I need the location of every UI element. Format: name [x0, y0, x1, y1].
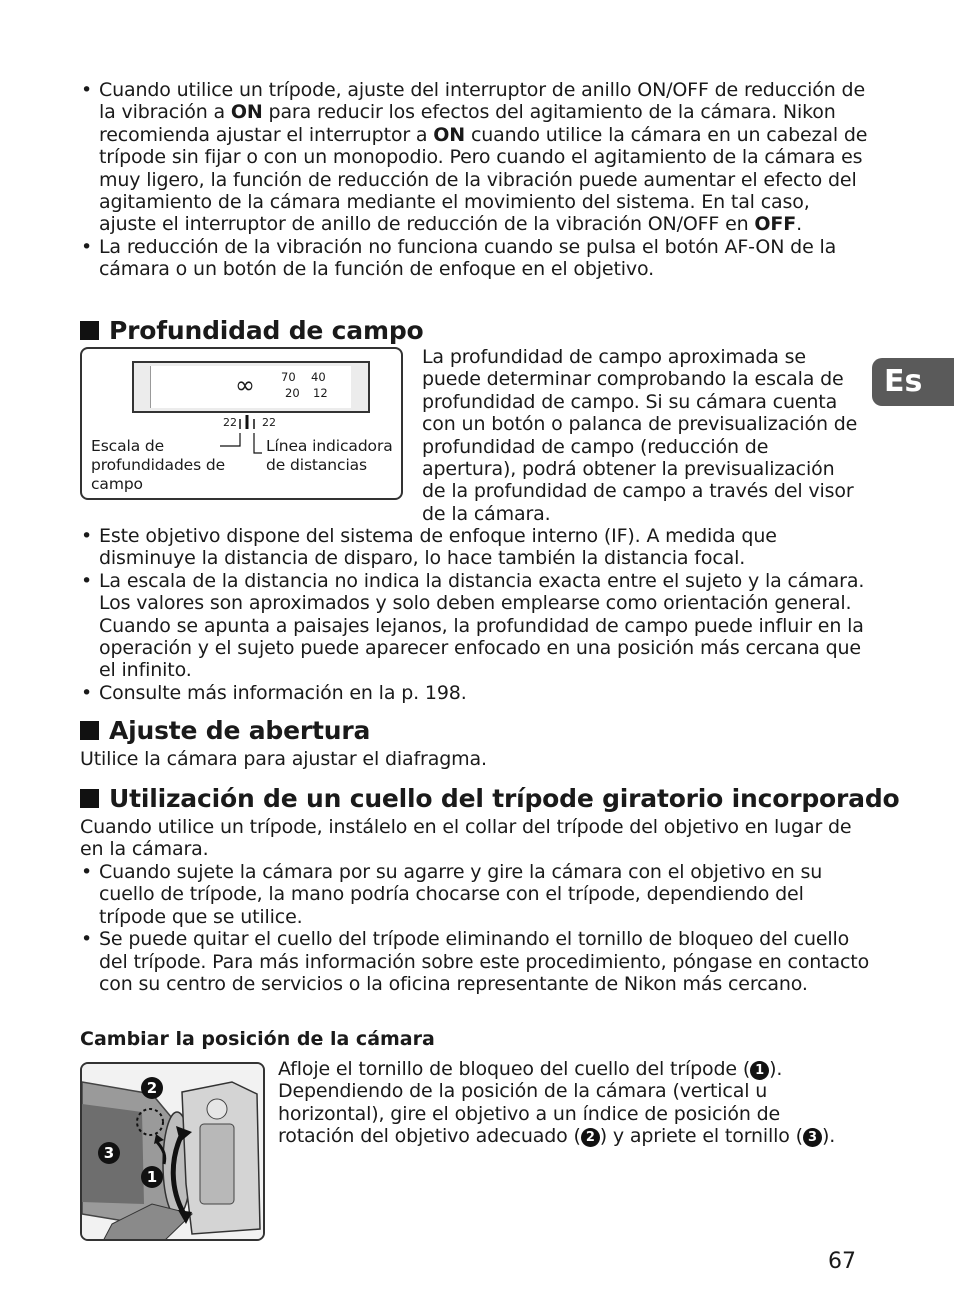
tripod-notes-list: [80, 861, 875, 995]
dof-scale-caption: Escala de profundidades de campo: [91, 437, 226, 493]
tripod-intro: Cuando utilice un trípode, instálelo en el collar del trípode del objetivo en lugar de en la cámara.: [80, 816, 852, 861]
list-item: • Cuando sujete la cámara por su agarre y gire la cámara con el objetivo en su cuello de trípode, la mano podría chocarse con el trípode, dependiendo del trípode que se utilice.: [80, 861, 875, 928]
list-item: • La escala de la distancia no indica la distancia exacta entre el sujeto y la cámara. Los valores son aproximados y solo deben emplearse como orientación general. Cuando se apunta a paisajes lejanos, la profundidad de campo puede influir en la operación y el sujeto puede aparecer enfocado en una posición más cercana que el infinito.: [80, 570, 870, 682]
camera-position-steps: Afloje el tornillo de bloqueo del cuello del trípode ( 1 ). Dependiendo de la posición de la cámara (vertical u horizontal), gire el objetivo a un índice de posición de rotación del objetivo adecuado ( 2 ) y apriete el tornillo ( 3 ).: [278, 1058, 836, 1148]
page-number: 67: [828, 1249, 856, 1274]
callout-3: 3: [98, 1142, 120, 1164]
callout-2: 2: [141, 1077, 163, 1099]
language-tab: Es: [872, 358, 954, 406]
step-1-icon: 1: [750, 1061, 769, 1080]
dof-scale-right-value: 22: [262, 416, 276, 429]
camera-position-subheading: Cambiar la posición de la cámara: [80, 1028, 435, 1050]
step-3-icon: 3: [803, 1128, 822, 1147]
heading-square-icon: [80, 321, 99, 340]
callout-1: 1: [141, 1166, 163, 1188]
list-item: • Consulte más información en la p. 198.: [80, 682, 870, 704]
heading-square-icon: [80, 789, 99, 808]
tripod-collar-illustration: [80, 1062, 265, 1241]
infinity-mark: ∞: [235, 371, 255, 399]
vr-note-tripod: • Cuando utilice un trípode, ajuste del interruptor de anillo ON/OFF de reducción de la vibración a ON para reducir los efectos del agitamiento de la cámara. Nikon recomienda ajustar el interruptor a ON cuando utilice la cámara en un cabezal de trípode sin fijar o con un monopodio. Pero cuando el agitamiento de la cámara es muy ligero, la función de reducción de la vibración puede aumentar el efecto del agitamiento de la cámara mediante el movimiento del sistema. En tal caso, ajuste el interruptor de anillo de reducción de la vibración ON/OFF en OFF.: [80, 79, 870, 236]
m-value: 12: [313, 386, 328, 400]
distance-line-caption: Línea indicadora de distancias: [266, 437, 393, 474]
step-2-icon: 2: [581, 1128, 600, 1147]
dof-notes-list: [80, 525, 870, 704]
aperture-text: Utilice la cámara para ajustar el diafragma.: [80, 748, 487, 770]
dof-heading: Profundidad de campo: [80, 316, 424, 346]
ft-value: 40: [311, 370, 326, 384]
list-item: • Se puede quitar el cuello del trípode eliminando el tornillo de bloqueo del cuello del trípode. Para más información sobre este procedimiento, póngase en contacto con su centro de servicios o la oficina representante de Nikon más cercano.: [80, 928, 875, 995]
heading-square-icon: [80, 721, 99, 740]
tripod-heading: Utilización de un cuello del trípode giratorio incorporado: [80, 784, 900, 814]
vr-notes-list: [80, 79, 870, 281]
m-value: 20: [285, 386, 300, 400]
dof-scale-figure: [80, 347, 403, 500]
list-item: • Este objetivo dispone del sistema de enfoque interno (IF). A medida que disminuye la distancia de disparo, lo hace también la distancia focal.: [80, 525, 870, 570]
aperture-heading: Ajuste de abertura: [80, 716, 370, 746]
vr-note-afon: • La reducción de la vibración no funciona cuando se pulsa el botón AF-ON de la cámara o un botón de la función de enfoque en el objetivo.: [80, 236, 870, 281]
dof-scale-left-value: 22: [223, 416, 237, 429]
dof-paragraph: La profundidad de campo aproximada se puede determinar comprobando la escala de profundidad de campo. Si su cámara cuenta con un botón o palanca de previsualización de profundidad de campo (reducción de apertura), podrá obtener la previsualización de la profundidad de campo a través del visor de la cámara.: [422, 346, 858, 525]
ft-value: 70: [281, 370, 296, 384]
